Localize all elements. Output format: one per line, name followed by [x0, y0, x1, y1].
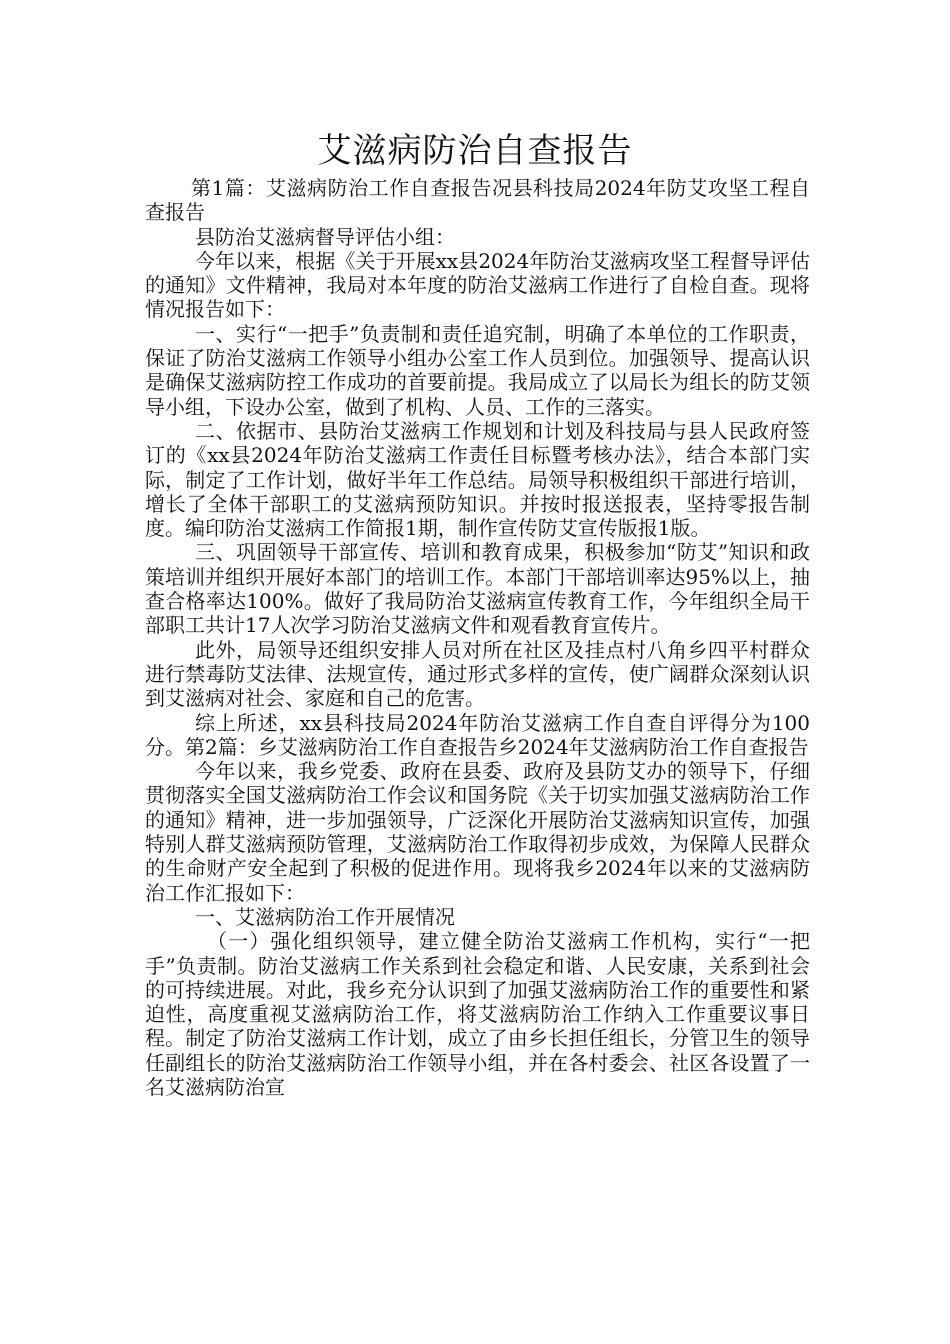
- document-title: 艾滋病防治自查报告: [317, 131, 633, 171]
- paragraph-section-heading: 一、艾滋病防治工作开展情况: [195, 904, 455, 929]
- paragraph-addressee: 县防治艾滋病督导评估小组：: [195, 224, 455, 249]
- paragraph-summary: 综上所述，xx县科技局2024年防治艾滋病工作自查自评得分为100分。第2篇：乡艾滋病防治工作自查报告乡2024年艾滋病防治工作自查报告: [145, 710, 810, 759]
- paragraph-item-three: 三、巩固领导干部宣传、培训和教育成果，积极参加“防艾”知识和政策培训并组织开展好本部门的培训工作。本部门干部培训率达95%以上，抽查合格率达100%。做好了我局防治艾滋病宣传教育工作，今年组织全局干部职工共计17人次学习防治艾滋病文件和观看教育宣传片。: [145, 540, 810, 638]
- paragraph-item-two: 二、依据市、县防治艾滋病工作规划和计划及科技局与县人民政府签订的《xx县2024年防治艾滋病工作责任目标暨考核办法》，结合本部门实际，制定了工作计划，做好半年工作总结。局领导积极组织干部进行培训，增长了全体干部职工的艾滋病预防知识。并按时报送报表，坚持零报告制度。编印防治艾滋病工作简报1期，制作宣传防艾宣传版报1版。: [145, 418, 810, 541]
- paragraph-part2-intro: 今年以来，我乡党委、政府在县委、政府及县防艾办的领导下，仔细贯彻落实全国艾滋病防治工作会议和国务院《关于切实加强艾滋病防治工作的通知》精神，进一步加强领导，广泛深化开展防治艾滋病知识宣传，加强特别人群艾滋病预防管理，艾滋病防治工作取得初步成效，为保障人民群众的生命财产安全起到了积极的促进作用。现将我乡2024年以来的艾滋病防治工作汇报如下：: [145, 759, 810, 905]
- paragraph-subsection-one: （一）强化组织领导，建立健全防治艾滋病工作机构，实行“一把手”负责制。防治艾滋病工作关系到社会稳定和谐、人民安康，关系到社会的可持续进展。对此，我乡充分认识到了加强艾滋病防治工作的重要性和紧迫性，高度重视艾滋病防治工作，将艾滋病防治工作纳入工作重要议事日程。制定了防治艾滋病工作计划，成立了由乡长担任组长，分管卫生的领导任副组长的防治艾滋病防治工作领导小组，并在各村委会、社区各设置了一名艾滋病防治宣: [145, 929, 810, 1099]
- paragraph-intro: 今年以来，根据《关于开展xx县2024年防治艾滋病攻坚工程督导评估的通知》文件精神，我局对本年度的防治艾滋病工作进行了自检自查。现将情况报告如下：: [145, 248, 810, 322]
- paragraph-heading-part1: 第1篇：艾滋病防治工作自查报告况县科技局2024年防艾攻坚工程自查报告: [145, 176, 810, 225]
- document-body: [145, 176, 810, 1099]
- paragraph-additional: 此外，局领导还组织安排人员对所在社区及挂点村八角乡四平村群众进行禁毒防艾法律、法规宣传，通过形式多样的宣传，使广阔群众深刻认识到艾滋病对社会、家庭和自己的危害。: [145, 637, 810, 711]
- paragraph-item-one: 一、实行“一把手”负责制和责任追究制，明确了本单位的工作职责，保证了防治艾滋病工作领导小组办公室工作人员到位。加强领导、提高认识是确保艾滋病防控工作成功的首要前提。我局成立了以局长为组长的防艾领导小组，下设办公室，做到了机构、人员、工作的三落实。: [145, 321, 810, 419]
